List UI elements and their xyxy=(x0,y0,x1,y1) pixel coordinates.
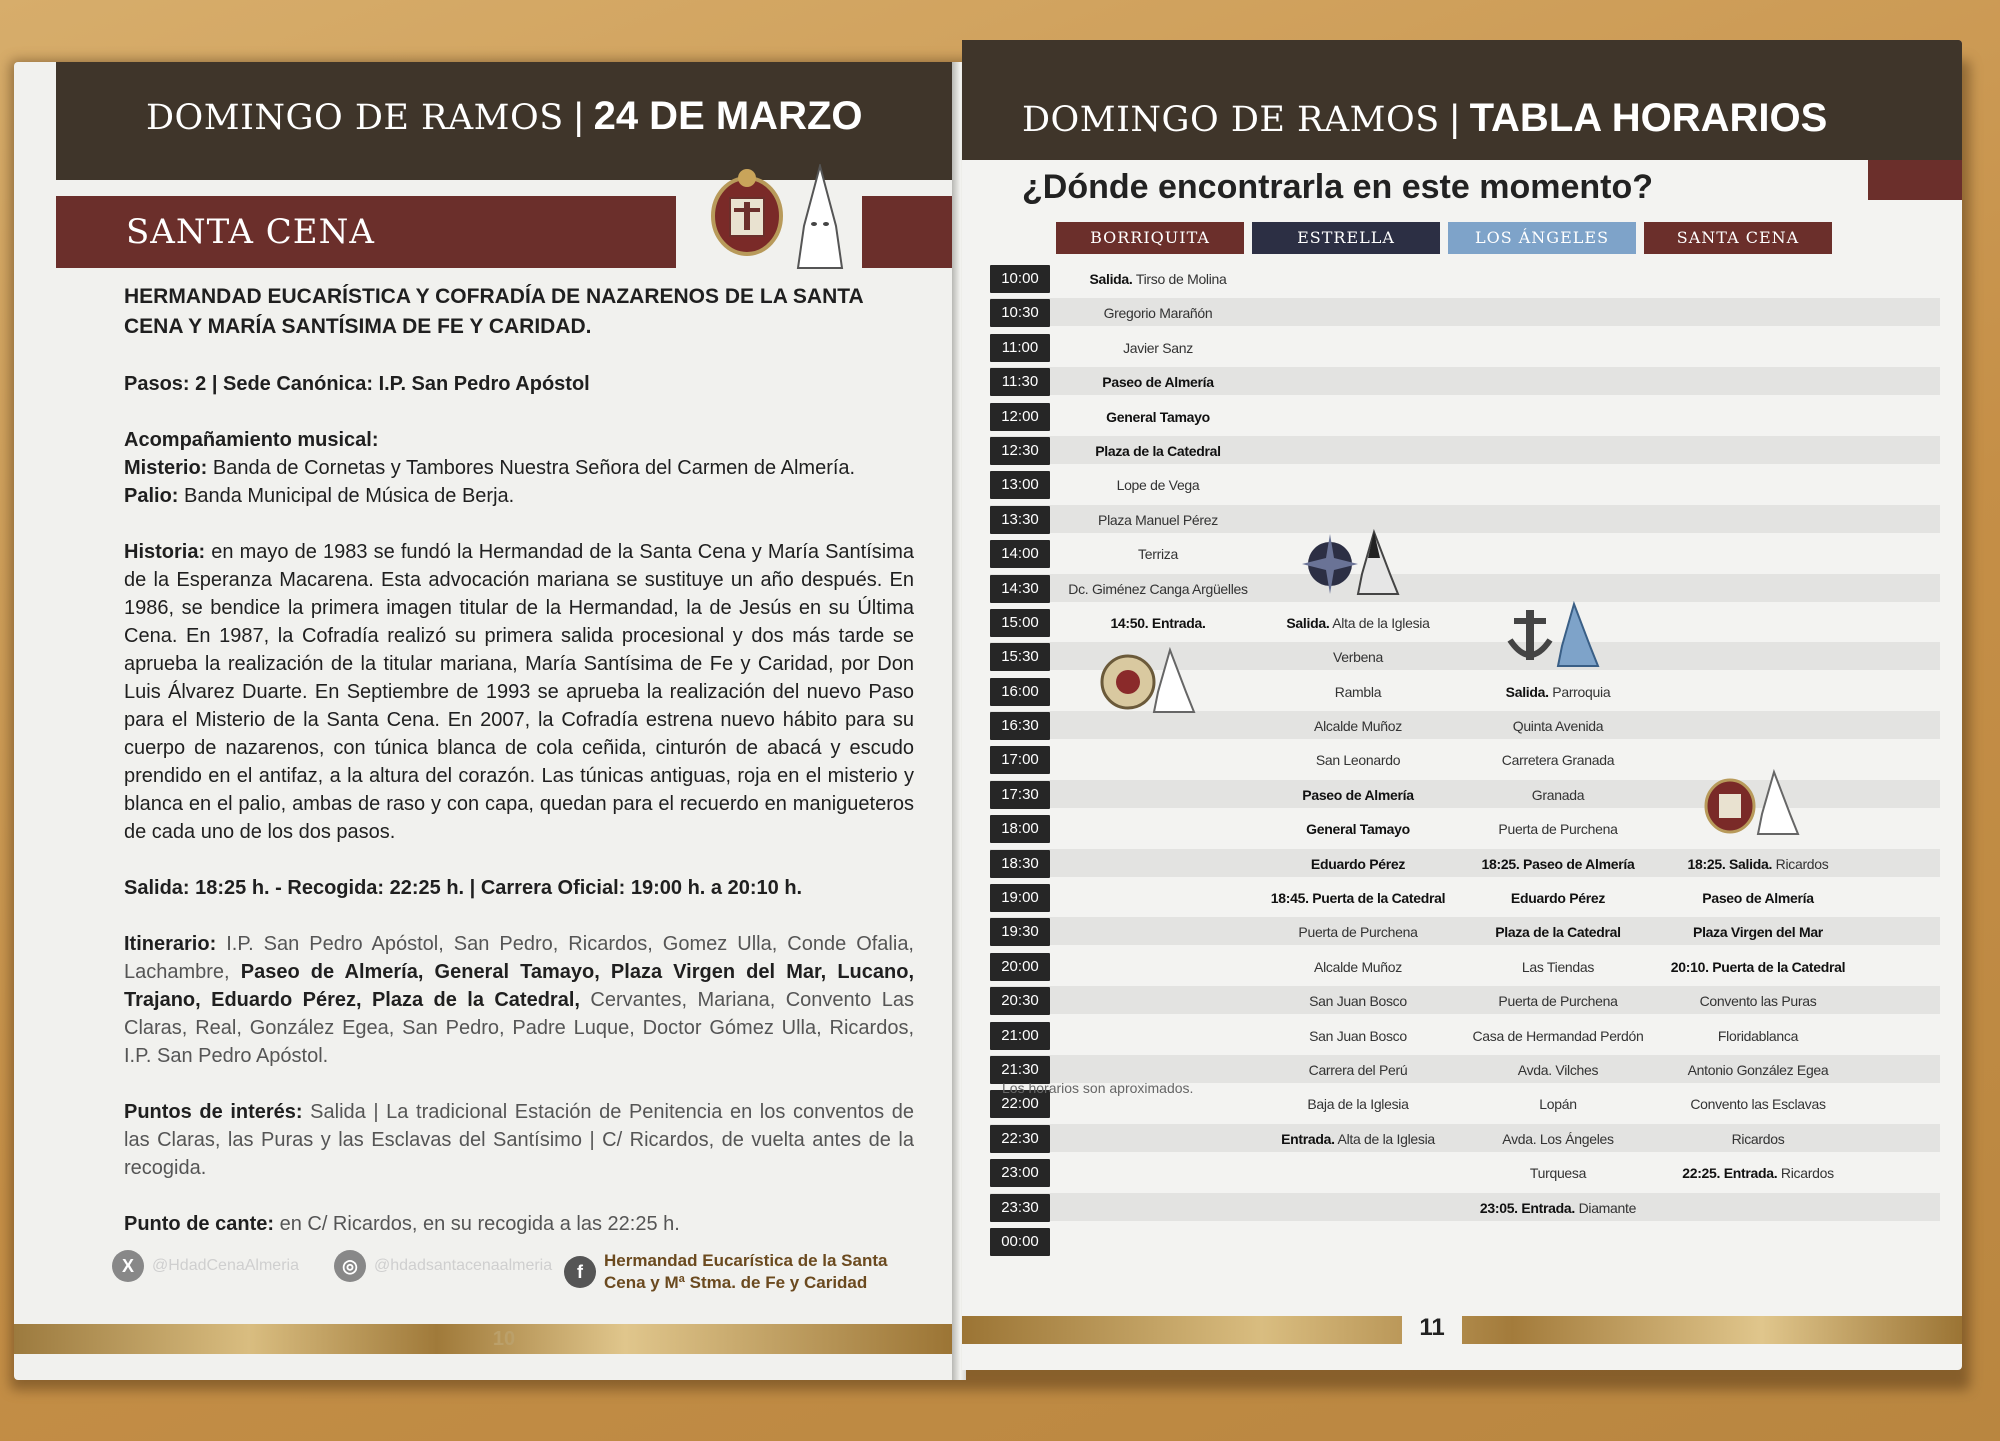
time-label: 13:30 xyxy=(990,506,1050,534)
schedule-question: ¿Dónde encontrarla en este momento? xyxy=(1022,168,1653,206)
time-label: 10:00 xyxy=(990,265,1050,293)
schedule-cell xyxy=(1460,987,1656,1015)
timetable-row xyxy=(990,881,1940,915)
cell-text: Alta de la Iglesia xyxy=(1332,614,1430,631)
schedule-cell xyxy=(1660,712,1856,740)
itinerario-paragraph xyxy=(124,930,914,1070)
schedule-cell xyxy=(1460,506,1656,534)
social-footer xyxy=(94,1240,914,1310)
timetable-row xyxy=(990,572,1940,606)
cell-bold: Salida. xyxy=(1505,683,1549,700)
cell-text: Terriza xyxy=(1138,546,1178,563)
schedule-cell xyxy=(1660,575,1856,603)
schedule-cell xyxy=(1460,1159,1656,1187)
cell-bold: 20:10. Puerta de la Catedral xyxy=(1670,958,1846,975)
cell-text: Puerta de Purchena xyxy=(1498,821,1618,838)
santa-cena-emblem-icon xyxy=(1700,768,1810,838)
schedule-cell xyxy=(1660,1022,1856,1050)
schedule-cell xyxy=(1660,987,1856,1015)
schedule-cell xyxy=(1060,918,1256,946)
puntos-text: Salida | La tradicional Estación de Penitencia en los conventos de las Claras, las Puras y las Esclavas del Santísimo | C/ Ricardos, de vuelta antes de la recogida. xyxy=(124,1101,914,1179)
time-label: 10:30 xyxy=(990,299,1050,327)
cell-text: Casa de Hermandad Perdón xyxy=(1472,1027,1644,1044)
time-label: 16:00 xyxy=(990,678,1050,706)
itinerario-part2: Cervantes, Mariana, Convento Las Claras, Real, González Egea, San Pedro, Padre Luque, Doctor Gómez Ulla, Ricardos, I.P. San Pedro Apóstol. xyxy=(124,989,915,1067)
cell-text: Puerta de Purchena xyxy=(1298,924,1418,941)
facebook-social[interactable] xyxy=(564,1250,904,1294)
schedule-cell xyxy=(1060,299,1256,327)
cell-text: Granada xyxy=(1531,786,1585,803)
column-header-estrella: ESTRELLA xyxy=(1252,222,1440,254)
schedule-cell xyxy=(1060,987,1256,1015)
schedule-cell xyxy=(1060,471,1256,499)
cell-text: Las Tiendas xyxy=(1521,958,1595,975)
palio-line xyxy=(124,482,914,510)
time-label: 19:00 xyxy=(990,884,1050,912)
schedule-cell xyxy=(1260,781,1456,809)
cell-text: San Juan Bosco xyxy=(1309,1027,1407,1044)
schedule-cell xyxy=(1260,643,1456,671)
schedule-cell xyxy=(1260,1228,1456,1256)
schedule-cell xyxy=(1660,643,1856,671)
cell-text: Ricardos xyxy=(1731,1130,1785,1147)
cell-bold: Paseo de Almería xyxy=(1302,786,1414,803)
schedule-cell xyxy=(1260,678,1456,706)
cell-bold: 14:50. Entrada. xyxy=(1110,614,1206,631)
column-header-los-angeles: LOS ÁNGELES xyxy=(1448,222,1636,254)
schedule-cell xyxy=(1260,1125,1456,1153)
time-label: 13:00 xyxy=(990,471,1050,499)
timetable-row xyxy=(990,503,1940,537)
column-header-santa-cena: SANTA CENA xyxy=(1644,222,1832,254)
schedule-cell xyxy=(1660,678,1856,706)
cell-bold: 23:05. Entrada. xyxy=(1479,1199,1575,1216)
cell-text: Gregorio Marañón xyxy=(1103,305,1213,322)
time-label: 19:30 xyxy=(990,918,1050,946)
itinerario-bold: Paseo de Almería, General Tamayo, Plaza Virgen del Mar, Lucano, Trajano, Eduardo Pérez, Plaza de la Catedral, xyxy=(124,961,914,1011)
schedule-cell xyxy=(1660,1228,1856,1256)
schedule-cell xyxy=(1260,334,1456,362)
schedule-cell xyxy=(1660,918,1856,946)
cell-text: Carrera del Perú xyxy=(1308,1061,1408,1078)
cell-bold: Salida. xyxy=(1089,271,1133,287)
time-label: 11:00 xyxy=(990,334,1050,362)
palio-label: Palio: xyxy=(124,485,179,507)
timetable-row xyxy=(990,468,1940,502)
cell-bold: Entrada. xyxy=(1281,1130,1335,1147)
schedule-cell xyxy=(1660,471,1856,499)
schedule-cell xyxy=(1460,1125,1656,1153)
facebook-icon: f xyxy=(564,1256,596,1288)
timetable-row xyxy=(990,296,1940,330)
cell-text: Convento las Puras xyxy=(1699,993,1817,1010)
schedule-cell xyxy=(1660,884,1856,912)
schedule-cell xyxy=(1460,746,1656,774)
schedule-cell xyxy=(1260,299,1456,327)
schedule-cell xyxy=(1260,1056,1456,1084)
time-label: 18:00 xyxy=(990,815,1050,843)
schedule-cell xyxy=(1460,471,1656,499)
schedule-cell xyxy=(1460,1194,1656,1222)
itinerario-label: Itinerario: xyxy=(124,933,217,955)
schedule-cell xyxy=(1060,575,1256,603)
column-header-borriquita: BORRIQUITA xyxy=(1056,222,1244,254)
header-date: 24 DE MARZO xyxy=(593,94,863,138)
schedule-cell xyxy=(1660,609,1856,637)
musical-section xyxy=(124,426,914,510)
schedule-cell xyxy=(1660,1159,1856,1187)
historia-label: Historia: xyxy=(124,541,206,563)
cell-text: Quinta Avenida xyxy=(1512,718,1604,735)
nazareno-icon xyxy=(790,164,850,272)
cell-text: Puerta de Purchena xyxy=(1498,993,1618,1010)
schedule-cell xyxy=(1460,918,1656,946)
header-title-right: TABLA HORARIOS xyxy=(1469,96,1828,140)
schedule-cell xyxy=(1460,334,1656,362)
schedule-cell xyxy=(1060,1159,1256,1187)
instagram-handle: @hdadsantacenaalmeria xyxy=(374,1257,553,1274)
cell-bold: General Tamayo xyxy=(1306,821,1410,838)
schedule-cell xyxy=(1660,265,1856,293)
cell-text: Avda. Vilches xyxy=(1517,1061,1599,1078)
right-page-header xyxy=(962,40,1868,160)
schedule-cell xyxy=(1060,540,1256,568)
header-separator: | xyxy=(573,96,584,138)
cell-text: Parroquia xyxy=(1552,683,1611,700)
schedule-cell xyxy=(1060,1125,1256,1153)
cell-bold: Plaza Virgen del Mar xyxy=(1693,924,1823,941)
misterio-text: Banda de Cornetas y Tambores Nuestra Señora del Carmen de Almería. xyxy=(207,457,856,479)
schedule-cell xyxy=(1660,540,1856,568)
schedule-cell xyxy=(1660,506,1856,534)
x-social[interactable] xyxy=(112,1250,299,1282)
cell-bold: 22:25. Entrada. xyxy=(1682,1165,1778,1182)
time-label: 12:30 xyxy=(990,437,1050,465)
cante-label: Punto de cante: xyxy=(124,1213,275,1235)
schedule-cell xyxy=(1060,850,1256,878)
timetable-row xyxy=(990,606,1940,640)
schedule-cell xyxy=(1660,1125,1856,1153)
cell-text: Ricardos xyxy=(1775,855,1829,872)
schedule-cell xyxy=(1060,609,1256,637)
schedule-cell xyxy=(1260,918,1456,946)
cell-text: San Leonardo xyxy=(1315,752,1401,769)
left-page-number: 10 xyxy=(492,1328,516,1350)
time-label: 21:00 xyxy=(990,1022,1050,1050)
cante-paragraph xyxy=(124,1210,914,1238)
cell-text: Rambla xyxy=(1334,683,1382,700)
schedule-cell xyxy=(1460,953,1656,981)
cell-text: Avda. Los Ángeles xyxy=(1502,1130,1614,1147)
schedule-cell xyxy=(1060,746,1256,774)
x-handle: @HdadCenaAlmeria xyxy=(152,1257,299,1274)
time-label: 15:30 xyxy=(990,643,1050,671)
timetable-row xyxy=(990,537,1940,571)
time-label: 17:00 xyxy=(990,746,1050,774)
schedule-cell xyxy=(1260,746,1456,774)
timetable-row xyxy=(990,950,1940,984)
schedule-cell xyxy=(1260,471,1456,499)
cell-text: Antonio González Egea xyxy=(1687,1061,1829,1078)
brotherhood-name: HERMANDAD EUCARÍSTICA Y COFRADÍA DE NAZARENOS DE LA SANTA CENA Y MARÍA SANTÍSIMA DE FE Y CARIDAD. xyxy=(124,285,863,338)
historia-text: en mayo de 1983 se fundó la Hermandad de la Santa Cena y María Santísima de la Esperanza Macarena. Esta advocación mariana se sustituye un año después. En 1986, se bendice la primera imagen titular de la Hermandad, la de Jesús en su Última Cena. En 1987, la Cofradía realizó su primera salida procesional y dos más tarde se aprueba la realización de la titular mariana, María Santísima de Fe y Caridad, por Don Luis Álvarez Duarte. En Septiembre de 1993 se aprueba la realización del nuevo Paso para el Misterio de la Santa Cena. En 2007, la Cofradía estrena nuevo hábito para su cuerpo de nazarenos, con túnica blanca de cola ceñida, cinturón de abacá y escudo prendido en el antifaz, a la altura del corazón. Las túnicas antiguas, roja en el misterio y blanca en el palio, ambas de raso y con capa, quedan para el recuerdo en manigueteros de cada uno de los dos pasos. xyxy=(124,541,914,843)
left-page xyxy=(14,62,954,1380)
historia-paragraph xyxy=(124,538,914,846)
cante-text: en C/ Ricardos, en su recogida a las 22:25 h. xyxy=(274,1213,680,1235)
schedule-cell xyxy=(1260,1194,1456,1222)
timetable-row xyxy=(990,400,1940,434)
schedule-cell xyxy=(1660,953,1856,981)
schedule-cell xyxy=(1660,334,1856,362)
schedule-cell xyxy=(1260,850,1456,878)
right-page-number: 11 xyxy=(1402,1310,1462,1346)
left-page-header xyxy=(56,62,954,180)
schedule-cell xyxy=(1460,1090,1656,1118)
schedule-cell xyxy=(1060,884,1256,912)
timetable-row xyxy=(990,1225,1940,1259)
puntos-paragraph xyxy=(124,1098,914,1182)
timetable-row xyxy=(990,1191,1940,1225)
cell-bold: 18:25. Salida. xyxy=(1687,855,1773,872)
timetable-row xyxy=(990,984,1940,1018)
cell-text: Turquesa xyxy=(1529,1165,1587,1182)
misterio-label: Misterio: xyxy=(124,457,208,479)
schedule-cell xyxy=(1060,506,1256,534)
cell-text: Ricardos xyxy=(1780,1165,1834,1182)
column-headers xyxy=(1056,222,1832,254)
cell-text: Verbena xyxy=(1332,649,1384,666)
pasos-info: Pasos: 2 | Sede Canónica: I.P. San Pedro Apóstol xyxy=(124,373,590,395)
schedule-cell xyxy=(1460,437,1656,465)
schedule-cell xyxy=(1060,712,1256,740)
cell-text: Baja de la Iglesia xyxy=(1307,1096,1409,1113)
cell-text: Floridablanca xyxy=(1717,1027,1799,1044)
time-label: 00:00 xyxy=(990,1228,1050,1256)
itinerario-part1: I.P. San Pedro Apóstol, San Pedro, Ricardos, Gomez Ulla, Conde Ofalia, Lachambre, xyxy=(124,933,914,983)
cell-bold: Paseo de Almería xyxy=(1102,374,1214,391)
schedule-cell xyxy=(1660,403,1856,431)
salida-info: Salida: 18:25 h. - Recogida: 22:25 h. | Carrera Oficial: 19:00 h. a 20:10 h. xyxy=(124,877,803,899)
time-label: 17:30 xyxy=(990,781,1050,809)
schedule-cell xyxy=(1460,540,1656,568)
cell-text: Lope de Vega xyxy=(1116,477,1200,494)
time-label: 15:00 xyxy=(990,609,1050,637)
schedule-cell xyxy=(1460,299,1656,327)
timetable-row xyxy=(990,915,1940,949)
timetable-row xyxy=(990,365,1940,399)
timetable-row xyxy=(990,1122,1940,1156)
estrella-emblem-icon xyxy=(1300,528,1410,598)
schedule-cell xyxy=(1060,1194,1256,1222)
cell-text: Alcalde Muñoz xyxy=(1314,718,1402,735)
time-label: 12:00 xyxy=(990,403,1050,431)
header-separator-right: | xyxy=(1449,98,1460,140)
schedule-cell xyxy=(1060,1228,1256,1256)
schedule-cell xyxy=(1060,953,1256,981)
palio-text: Banda Municipal de Música de Berja. xyxy=(178,485,515,507)
schedule-cell xyxy=(1660,1090,1856,1118)
cell-bold: General Tamayo xyxy=(1106,408,1210,425)
header-prefix: DOMINGO DE RAMOS xyxy=(146,98,564,138)
cell-text: Convento las Esclavas xyxy=(1690,1096,1826,1113)
schedule-cell xyxy=(1460,884,1656,912)
schedule-cell xyxy=(1260,368,1456,396)
schedule-cell xyxy=(1260,953,1456,981)
section-title-accent xyxy=(862,196,954,268)
time-label: 23:30 xyxy=(990,1194,1050,1222)
schedule-cell xyxy=(1460,265,1656,293)
header-prefix-right: DOMINGO DE RAMOS xyxy=(1022,100,1440,140)
schedule-cell xyxy=(1460,712,1656,740)
cell-bold: 18:45. Puerta de la Catedral xyxy=(1270,890,1446,907)
timetable-row xyxy=(990,434,1940,468)
cell-bold: Salida. xyxy=(1286,614,1330,631)
schedule-cell xyxy=(1260,403,1456,431)
schedule-cell xyxy=(1060,815,1256,843)
cell-text: Alta de la Iglesia xyxy=(1337,1130,1435,1147)
time-label: 20:00 xyxy=(990,953,1050,981)
schedule-note: Los horarios son aproximados. xyxy=(1002,1080,1194,1096)
schedule-cell xyxy=(1460,815,1656,843)
schedule-cell xyxy=(1660,437,1856,465)
schedule-cell xyxy=(1060,403,1256,431)
cell-bold: Paseo de Almería xyxy=(1702,890,1814,907)
cell-bold: Plaza de la Catedral xyxy=(1095,442,1221,459)
schedule-cell xyxy=(1260,609,1456,637)
section-title: SANTA CENA xyxy=(56,196,676,268)
schedule-cell xyxy=(1460,1022,1656,1050)
schedule-cell xyxy=(1660,850,1856,878)
cell-text: Lopán xyxy=(1539,1096,1577,1113)
instagram-social[interactable] xyxy=(334,1250,552,1282)
cell-bold: Eduardo Pérez xyxy=(1310,855,1406,872)
schedule-cell xyxy=(1660,1194,1856,1222)
time-label: 14:30 xyxy=(990,575,1050,603)
schedule-cell xyxy=(1060,1022,1256,1050)
cell-text: Alcalde Muñoz xyxy=(1314,958,1402,975)
schedule-cell xyxy=(1260,987,1456,1015)
brotherhood-crest-icon xyxy=(704,164,790,260)
time-label: 16:30 xyxy=(990,712,1050,740)
puntos-label: Puntos de interés: xyxy=(124,1101,303,1123)
misterio-line xyxy=(124,454,914,482)
time-label: 22:30 xyxy=(990,1125,1050,1153)
los-angeles-emblem-icon xyxy=(1500,600,1610,670)
schedule-cell xyxy=(1060,334,1256,362)
schedule-cell xyxy=(1260,437,1456,465)
cell-text: Plaza Manuel Pérez xyxy=(1098,511,1218,528)
schedule-cell xyxy=(1460,368,1656,396)
time-label: 20:30 xyxy=(990,987,1050,1015)
timetable-row xyxy=(990,331,1940,365)
timetable-row xyxy=(990,1019,1940,1053)
time-label: 18:30 xyxy=(990,850,1050,878)
schedule-cell xyxy=(1460,575,1656,603)
schedule-cell xyxy=(1460,1228,1656,1256)
schedule-cell xyxy=(1660,368,1856,396)
schedule-cell xyxy=(1260,884,1456,912)
facebook-name: Hermandad Eucarística de la Santa Cena y Mª Stma. de Fe y Caridad xyxy=(604,1251,888,1292)
schedule-cell xyxy=(1660,299,1856,327)
gold-stripe-right xyxy=(962,1316,1962,1344)
schedule-cell xyxy=(1260,1022,1456,1050)
timetable-row xyxy=(990,1156,1940,1190)
timetable-row xyxy=(990,847,1940,881)
schedule-cell xyxy=(1460,1056,1656,1084)
cell-text: San Juan Bosco xyxy=(1309,993,1407,1010)
schedule-cell xyxy=(1260,815,1456,843)
cell-bold: 18:25. Paseo de Almería xyxy=(1481,855,1635,872)
time-label: 11:30 xyxy=(990,368,1050,396)
right-page xyxy=(962,40,1962,1370)
cell-text: Diamante xyxy=(1578,1199,1637,1216)
schedule-cell xyxy=(1260,1090,1456,1118)
instagram-icon: ◎ xyxy=(334,1250,366,1282)
time-label: 23:00 xyxy=(990,1159,1050,1187)
cell-text: Javier Sanz xyxy=(1123,339,1193,356)
schedule-cell xyxy=(1260,1159,1456,1187)
timetable xyxy=(990,262,1940,1259)
timetable-row xyxy=(990,262,1940,296)
cell-bold: Eduardo Pérez xyxy=(1510,890,1606,907)
time-label: 14:00 xyxy=(990,540,1050,568)
schedule-cell xyxy=(1460,781,1656,809)
schedule-cell xyxy=(1060,368,1256,396)
schedule-cell xyxy=(1460,403,1656,431)
cell-bold: Plaza de la Catedral xyxy=(1495,924,1621,941)
left-page-content xyxy=(124,282,914,1266)
schedule-cell xyxy=(1260,265,1456,293)
cell-text: Tirso de Molina xyxy=(1135,271,1227,287)
schedule-cell xyxy=(1060,437,1256,465)
schedule-cell xyxy=(1460,850,1656,878)
borriquita-emblem-icon xyxy=(1098,646,1208,716)
cell-text: Carretera Granada xyxy=(1501,752,1615,769)
schedule-cell xyxy=(1260,712,1456,740)
musical-title: Acompañamiento musical: xyxy=(124,429,379,451)
cell-text: Dc. Giménez Canga Argüelles xyxy=(1068,580,1248,597)
schedule-cell xyxy=(1060,265,1256,293)
time-label: 21:30 xyxy=(990,1056,1050,1084)
schedule-cell xyxy=(1660,1056,1856,1084)
right-header-extension xyxy=(1868,40,1962,160)
time-label: 22:00 xyxy=(990,1090,1050,1118)
schedule-cell xyxy=(1060,781,1256,809)
schedule-cell xyxy=(1460,678,1656,706)
x-icon: X xyxy=(112,1250,144,1282)
